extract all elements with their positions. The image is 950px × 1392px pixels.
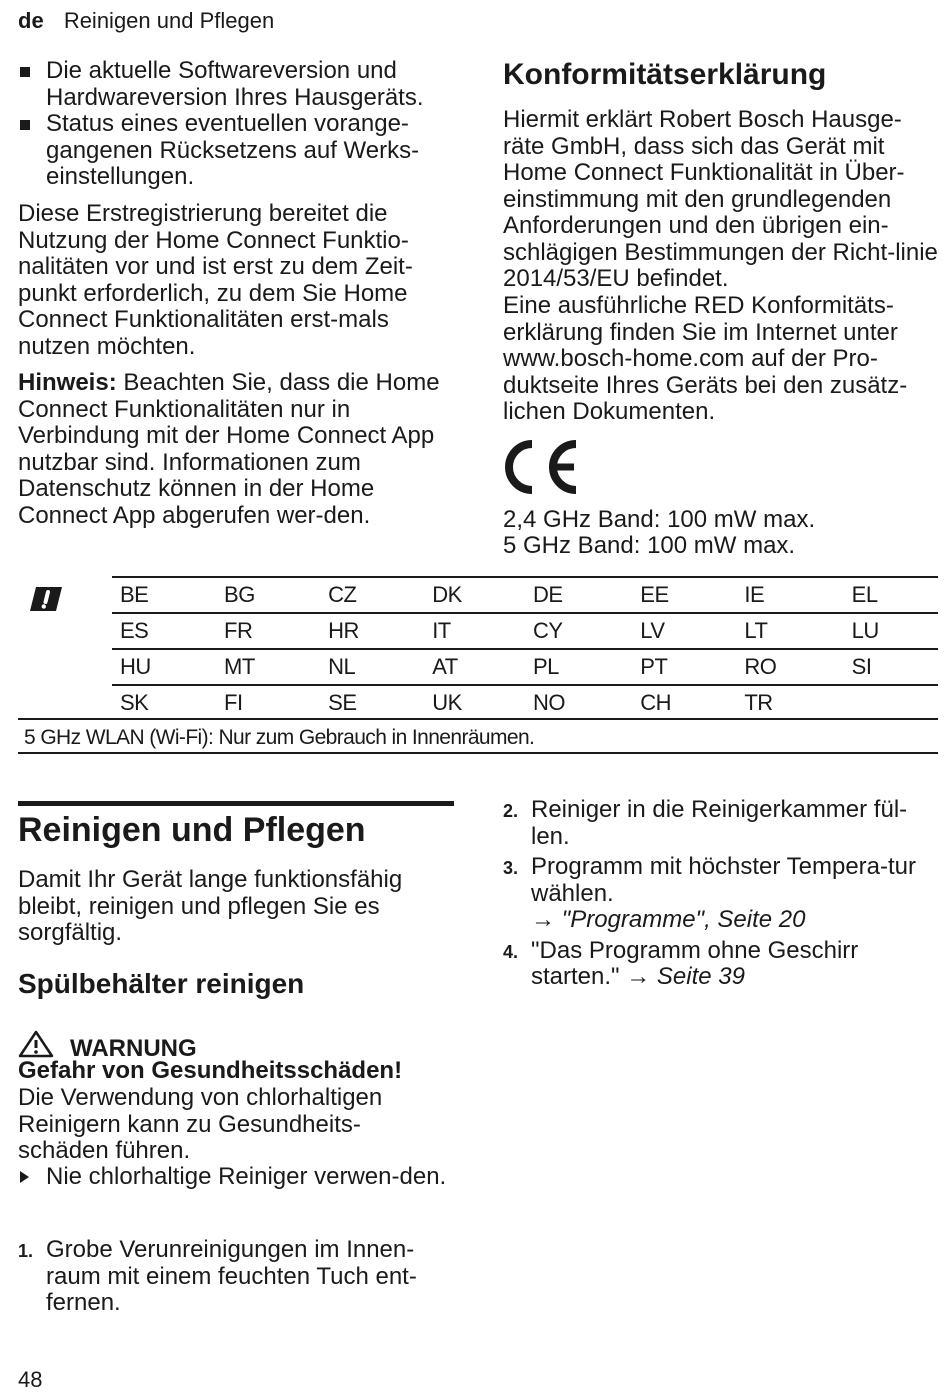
country-code: LU <box>844 613 938 649</box>
step-number: 3. <box>503 858 519 878</box>
country-code: PT <box>632 649 736 685</box>
notice-icon-cell <box>18 577 112 720</box>
list-item <box>503 938 941 991</box>
country-code: LV <box>632 613 736 649</box>
language-code: de <box>18 8 44 33</box>
country-code: PL <box>525 649 632 685</box>
country-code: ES <box>112 613 216 649</box>
conformity-paragraph-2: Eine ausführliche RED Konformitäts-erklärung finden Sie im Internet unter www.bosch-home.com auf der Pro-duktseite Ihres Geräts bei den zusätz-lichen Dokumenten. <box>503 292 908 425</box>
country-code: DE <box>525 577 632 613</box>
country-code: CH <box>632 685 736 720</box>
country-code: CY <box>525 613 632 649</box>
table-row <box>18 685 938 720</box>
country-code <box>844 685 938 720</box>
notice-icon <box>26 585 66 615</box>
country-code: IE <box>736 577 843 613</box>
country-code: SK <box>112 685 216 720</box>
running-header <box>18 8 274 34</box>
step-text: Grobe Verunreinigungen im Innen-raum mit einem feuchten Tuch ent-fernen. <box>46 1236 417 1316</box>
ce-mark-icon <box>502 438 582 496</box>
step-text: "Das Programm ohne Geschirr starten." <box>531 936 859 990</box>
hint-paragraph <box>18 370 458 529</box>
country-code: LT <box>736 613 843 649</box>
country-code: HU <box>112 649 216 685</box>
warning-action: Nie chlorhaltige Reiniger verwen-den. <box>46 1163 447 1190</box>
cross-ref-arrow: → <box>626 963 651 990</box>
page-number: 48 <box>18 1367 43 1392</box>
list-item: Status eines eventuellen vorange-gangenen Rücksetzens auf Werks-einstellungen. <box>18 111 458 191</box>
country-code: NO <box>525 685 632 720</box>
country-code: IT <box>424 613 525 649</box>
country-code: EE <box>632 577 736 613</box>
list-item <box>503 854 941 934</box>
cross-ref-arrow: → <box>531 906 555 933</box>
country-restriction-table <box>18 576 938 720</box>
warning-label: WARNUNG <box>70 1035 197 1062</box>
table-row <box>18 649 938 685</box>
country-code: SE <box>320 685 424 720</box>
country-code: FI <box>216 685 320 720</box>
table-row <box>18 613 938 649</box>
country-code: BE <box>112 577 216 613</box>
country-code: RO <box>736 649 843 685</box>
feature-bullet-list <box>18 58 458 191</box>
country-code: DK <box>424 577 525 613</box>
step-number: 1. <box>18 1241 34 1261</box>
cleaning-heading: Reinigen und Pflegen <box>18 811 366 849</box>
step-text: Programm mit höchster Tempera-tur wählen. <box>531 853 917 907</box>
country-code: HR <box>320 613 424 649</box>
warning-text: Die Verwendung von chlorhaltigen Reinigern kann zu Gesundheits-schäden führen. <box>18 1084 383 1164</box>
band-5-ghz: 5 GHz Band: 100 mW max. <box>503 532 796 559</box>
cross-ref-link[interactable]: "Programme", Seite 20 <box>561 906 806 933</box>
running-header-title: Reinigen und Pflegen <box>63 8 275 33</box>
step-number: 2. <box>503 801 519 821</box>
cross-ref-link[interactable]: Seite 39 <box>656 963 745 990</box>
steps-list-left <box>18 1237 448 1321</box>
country-code: BG <box>216 577 320 613</box>
step-number: 4. <box>503 941 519 962</box>
section-rule <box>18 801 454 806</box>
conformity-paragraph-1: Hiermit erklärt Robert Bosch Hausge-räte GmbH, dass sich das Gerät mit Home Connect Funktionalität in Über-einstimmung mit den grundlegenden Anforderungen und den übrigen ein-schlägigen Bestimmungen der Richt-linie 2014/53/EU befindet. <box>503 106 938 292</box>
warning-title: Gefahr von Gesundheitsschäden! <box>18 1057 403 1084</box>
country-code: FR <box>216 613 320 649</box>
steps-list-right <box>503 797 941 995</box>
country-code: MT <box>216 649 320 685</box>
country-code: SI <box>844 649 938 685</box>
wifi-indoor-note: 5 GHz WLAN (Wi-Fi): Nur zum Gebrauch in Innenräumen. <box>18 718 938 754</box>
step-text: Reiniger in die Reinigerkammer fül-len. <box>531 796 908 850</box>
hint-text: Beachten Sie, dass die Home Connect Funktionalitäten nur in Verbindung mit der Home Connect App nutzbar sind. Informationen zum Datenschutz können in der Home Connect App abgerufen wer-den. <box>18 369 440 529</box>
conformity-heading: Konformitätserklärung <box>503 58 827 91</box>
list-item <box>503 797 941 850</box>
list-item: Die aktuelle Softwareversion und Hardwareversion Ihres Hausgeräts. <box>18 58 458 111</box>
list-item <box>18 1164 448 1191</box>
hint-label: Hinweis: <box>18 369 117 396</box>
table-row <box>18 577 938 613</box>
country-code: TR <box>736 685 843 720</box>
arrow-bullet-icon <box>20 1171 29 1183</box>
warning-triangle-icon <box>18 1030 54 1058</box>
list-item <box>18 1237 448 1317</box>
warning-action-list <box>18 1164 448 1191</box>
cleaning-intro: Damit Ihr Gerät lange funktionsfähig bleibt, reinigen und pflegen Sie es sorgfältig. <box>18 866 403 946</box>
registration-paragraph: Diese Erstregistrierung bereitet die Nutzung der Home Connect Funktio-nalitäten vor und ist erst zu dem Zeit-punkt erforderlich, zu dem Sie Home Connect Funktionalitäten erst-mals nutzen möchten. <box>18 200 413 360</box>
country-code: NL <box>320 649 424 685</box>
band-2-4-ghz: 2,4 GHz Band: 100 mW max. <box>503 506 816 533</box>
country-code: CZ <box>320 577 424 613</box>
rinse-container-heading: Spülbehälter reinigen <box>18 968 305 999</box>
country-code: UK <box>424 685 525 720</box>
country-code: EL <box>844 577 938 613</box>
country-code: AT <box>424 649 525 685</box>
